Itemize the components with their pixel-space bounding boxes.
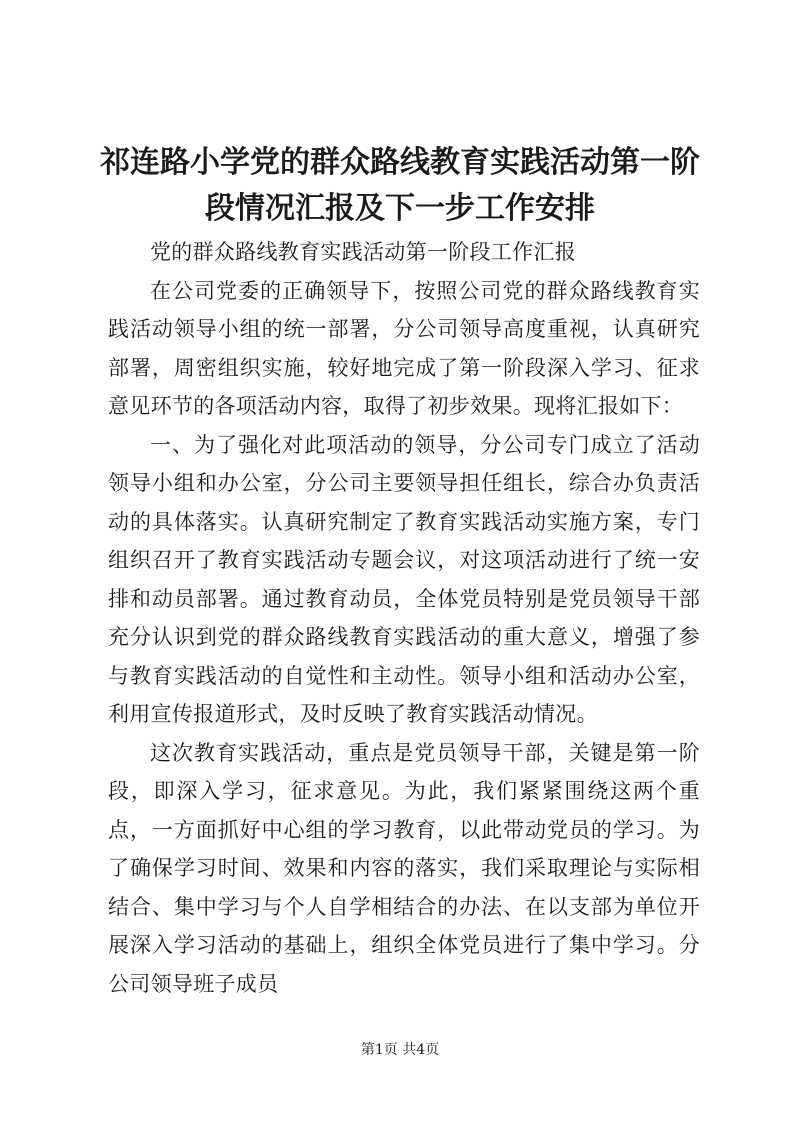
document-title: 祁连路小学党的群众路线教育实践活动第一阶段情况汇报及下一步工作安排 xyxy=(100,145,700,226)
study-paragraph: 这次教育实践活动，重点是党员领导干部，关键是第一阶段，即深入学习，征求意见。为此，我们紧紧围绕这两个重点，一方面抓好中心组的学习教育，以此带动党员的学习。为了确保学习时间、效果和内容的落实，我们采取理论与实际相结合、集中学习与个人自学相结合的办法、在以支部为单位开展深入学习活动的基础上，组织全体党员进行了集中学习。分公司领导班子成员 xyxy=(108,740,700,996)
page-footer xyxy=(0,1040,800,1060)
section-one-paragraph: 一、为了强化对此项活动的领导，分公司专门成立了活动领导小组和办公室，分公司主要领导担任组长，综合办负责活动的具体落实。认真研究制定了教育实践活动实施方案，专门组织召开了教育实践活动专题会议，对这项活动进行了统一安排和动员部署。通过教育动员，全体党员特别是党员领导干部充分认识到党的群众路线教育实践活动的重大意义，增强了参与教育实践活动的自觉性和主动性。领导小组和活动办公室，利用宣传报道形式，及时反映了教育实践活动情况。 xyxy=(108,432,700,726)
subtitle-paragraph: 党的群众路线教育实践活动第一阶段工作汇报 xyxy=(150,240,576,264)
intro-paragraph: 在公司党委的正确领导下，按照公司党的群众路线教育实践活动领导小组的统一部署，分公司领导高度重视，认真研究部署，周密组织实施，较好地完成了第一阶段深入学习、征求意见环节的各项活动内容，取得了初步效果。现将汇报如下： xyxy=(108,278,700,418)
page-number: 第1页 共4页 xyxy=(360,1042,440,1058)
document-body xyxy=(108,233,700,1003)
